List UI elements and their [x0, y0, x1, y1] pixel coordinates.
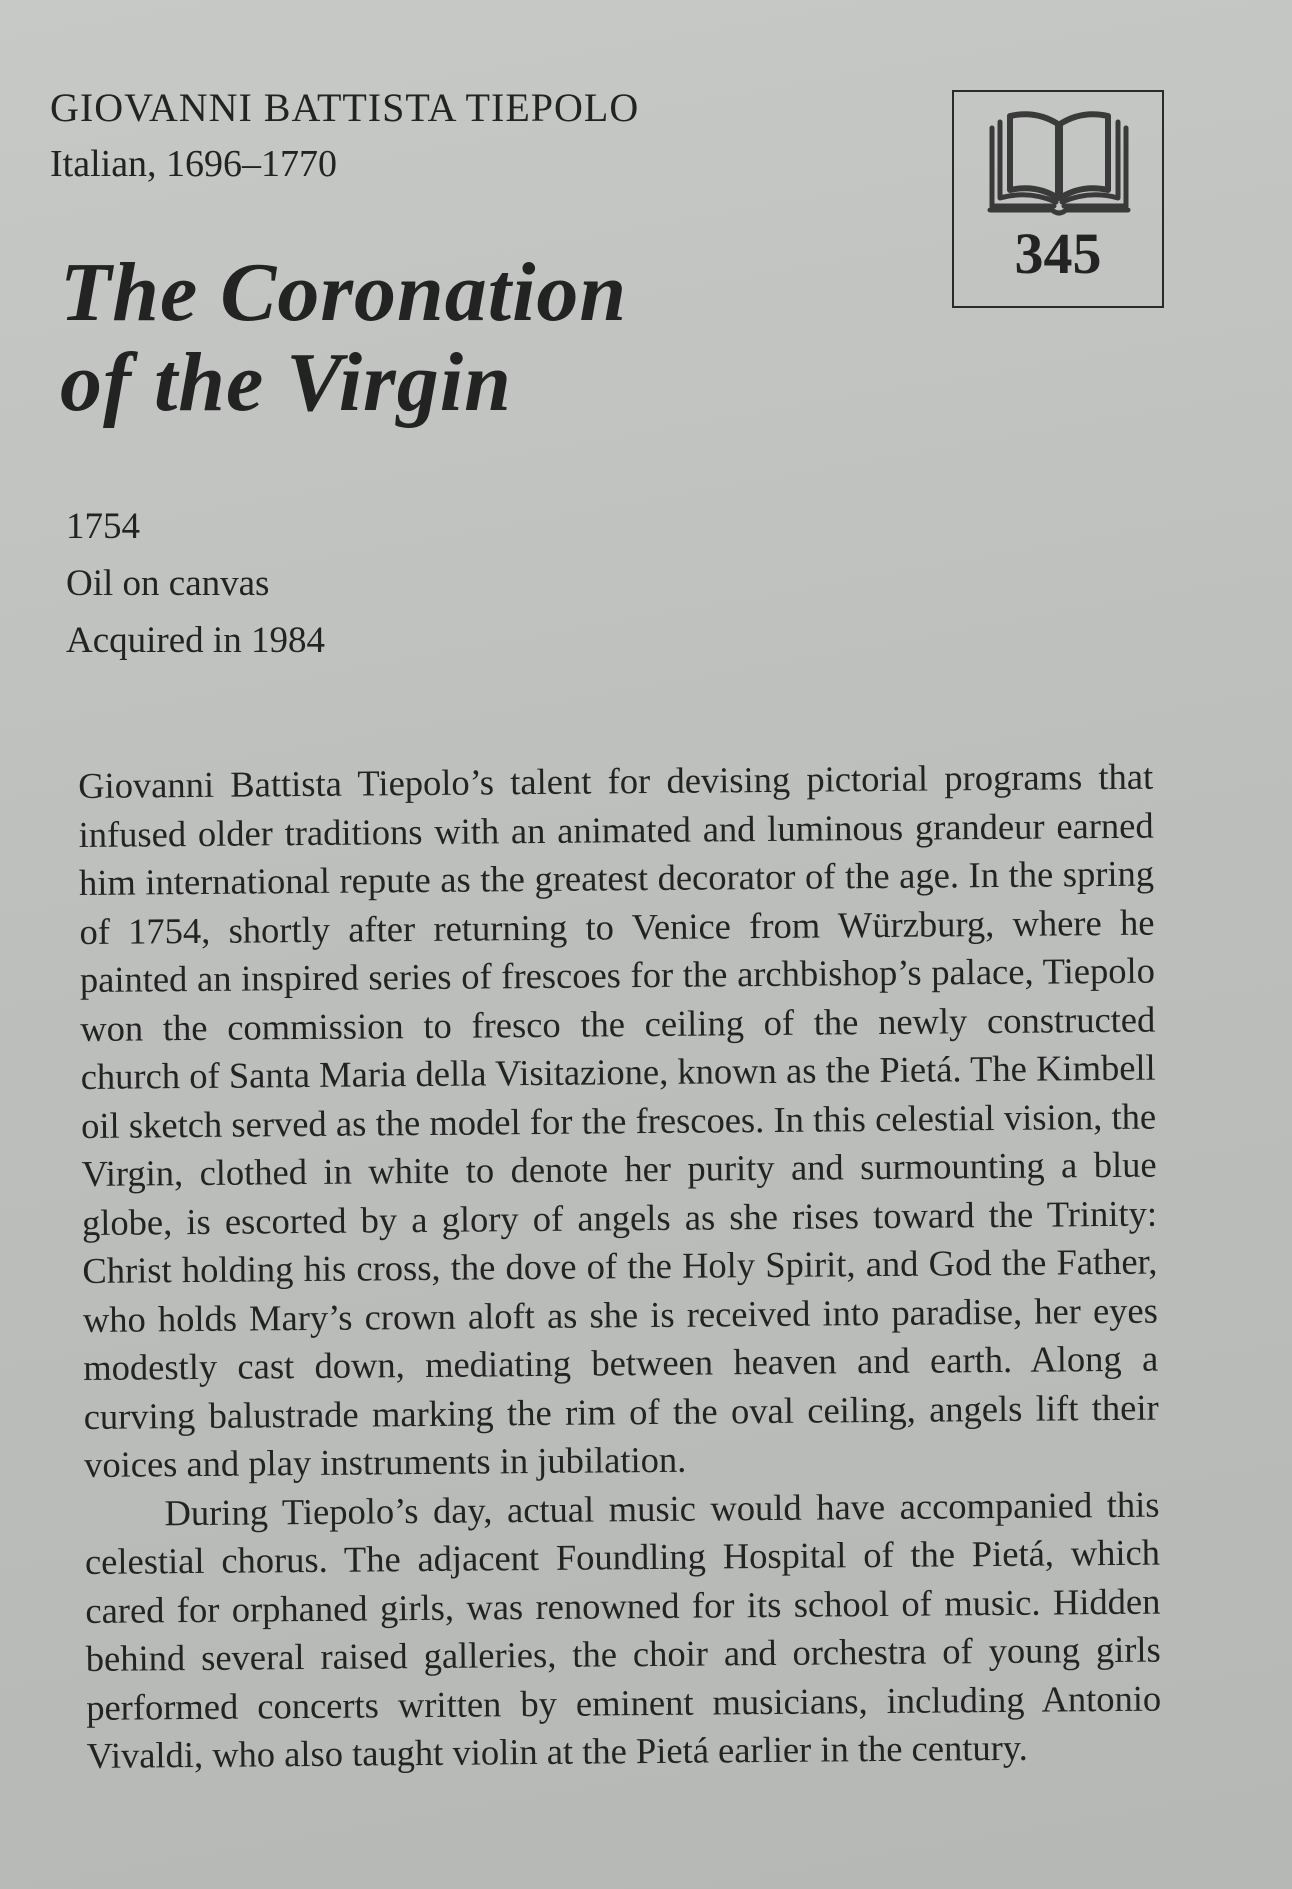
audio-stop-number: 345 — [1014, 221, 1102, 286]
artwork-title-line-1: The Coronation — [60, 246, 628, 339]
artwork-date: 1754 — [66, 506, 140, 547]
open-book-icon — [984, 110, 1134, 220]
artist-nationality-dates: Italian, 1696–1770 — [50, 143, 338, 185]
artwork-details — [66, 498, 325, 669]
artwork-title — [60, 248, 627, 428]
audio-guide-stop — [952, 90, 1164, 308]
description-paragraph-1: Giovanni Battista Tiepolo’s talent for devising pictorial programs that infused older traditions with an animated and luminous grandeur earned him international repute as the greatest decorator of the age. In the spring of 1754, shortly after returning to Venice from Würzburg, where he painted an inspired series of frescoes for the archbishop’s palace, Tiepolo won the commission to fresco the ceiling of the newly constructed church of Santa Maria della Visitazione, known as the Pietá. The Kimbell oil sketch served as the model for the frescoes. In this celestial vision, the Virgin, clothed in white to denote her purity and surmounting a blue globe, is escorted by a glory of angels as she rises toward the Trinity: Christ holding his cross, the dove of the Holy Spirit, and God the Father, who holds Mary’s crown aloft as she is received into paradise, her eyes modestly cast down, mediating between heaven and earth. Along a curving balustrade marking the rim of the oval ceiling, angels lift their voices and play instruments in jubilation. — [78, 755, 1159, 1485]
artwork-title-line-2: of the Virgin — [60, 336, 512, 429]
artwork-acquisition: Acquired in 1984 — [66, 620, 325, 661]
description-paragraph-2: During Tiepolo’s day, actual music would have accompanied this celestial chorus. The adjacent Foundling Hospital of the Pietá, which cared for orphaned girls, was renowned for its school of music. Hidden behind several raised galleries, the choir and orchestra of young girls performed concerts written by eminent musicians, including Antonio Vivaldi, who also taught violin at the Pietá earlier in the century. — [84, 1483, 1162, 1776]
artwork-medium: Oil on canvas — [66, 563, 270, 604]
artist-name: GIOVANNI BATTISTA TIEPOLO — [50, 85, 640, 130]
artwork-description — [78, 753, 1162, 1781]
